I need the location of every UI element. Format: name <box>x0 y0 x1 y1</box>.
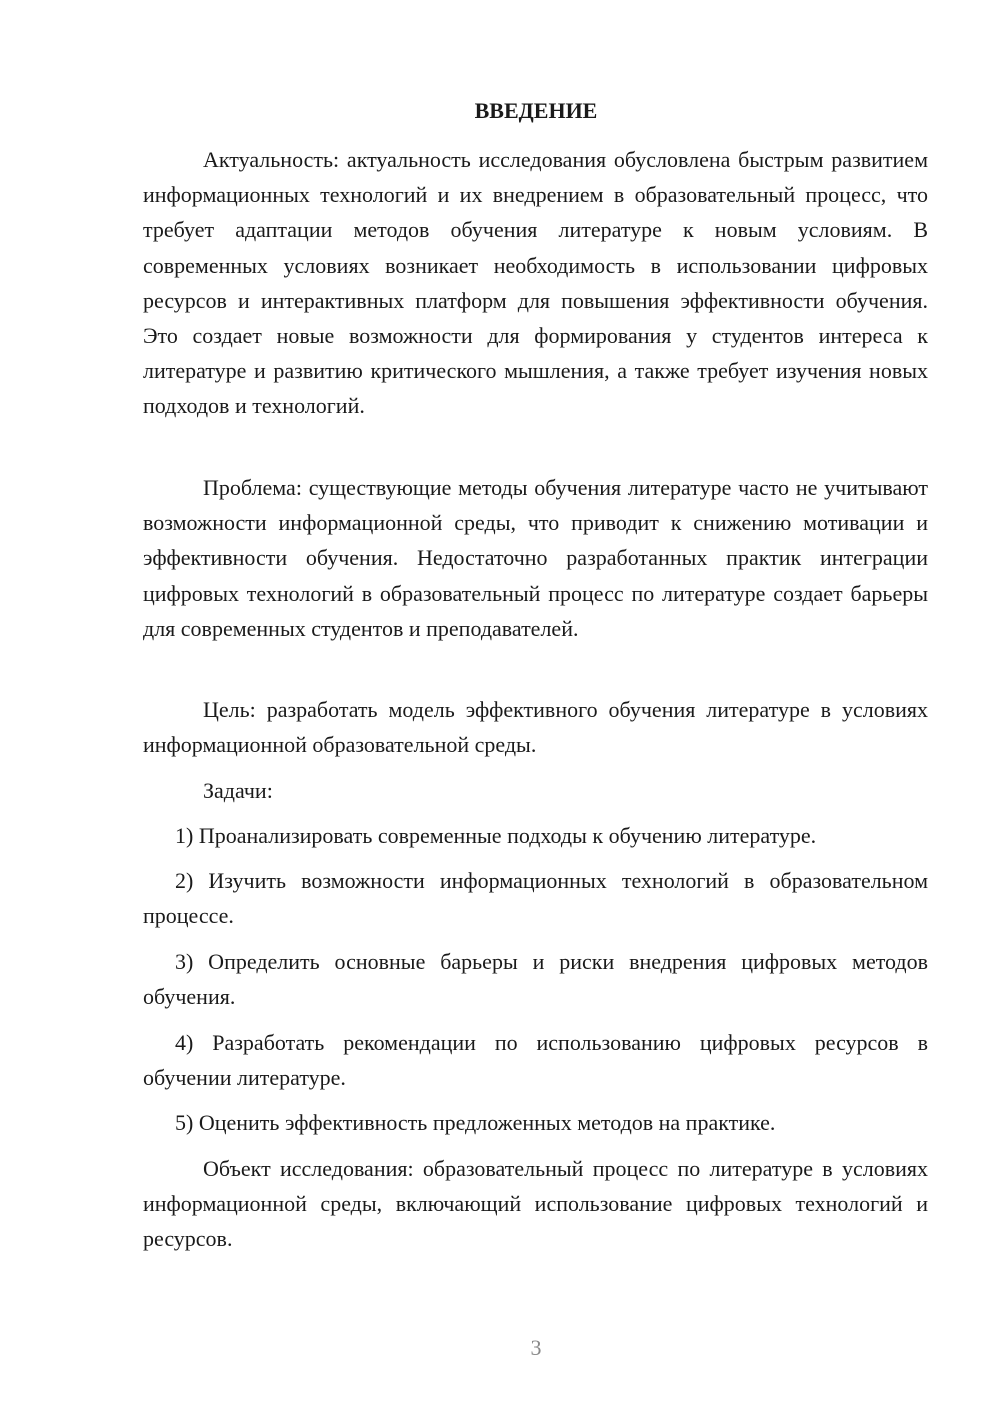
task-item-5: 5) Оценить эффективность предложенных методов на практике. <box>175 1110 776 1135</box>
relevance-paragraph: Актуальность: актуальность исследования обусловлена быстрым развитием информационных технологий и их внедрением в образовательный процесс, что требует адаптации методов обучения литературе к новым условиям. В современных условиях возникает необходимость в использовании цифровых ресурсов и интерактивных платформ для повышения эффективности обучения. Это создает новые возможности для формирования у студентов интереса к литературе и развитию критического мышления, а также требует изучения новых подходов и технологий. <box>143 147 928 419</box>
task-item-4: 4) Разработать рекомендации по использованию цифровых ресурсов в обучении литературе. <box>143 1030 928 1091</box>
task-item-1: 1) Проанализировать современные подходы к обучению литературе. <box>175 823 817 848</box>
page-number: 3 <box>530 1335 542 1360</box>
goal-paragraph: Цель: разработать модель эффективного обучения литературе в условиях информационной образовательной среды. <box>143 697 928 758</box>
task-item-3: 3) Определить основные барьеры и риски внедрения цифровых методов обучения. <box>143 949 928 1010</box>
tasks-heading: Задачи: <box>203 778 273 803</box>
problem-paragraph: Проблема: существующие методы обучения литературе часто не учитывают возможности информационной среды, что приводит к снижению мотивации и эффективности обучения. Недостаточно разработанных практик интеграции цифровых технологий в образовательный процесс по литературе создает барьеры для современных студентов и преподавателей. <box>143 475 928 641</box>
task-item-2: 2) Изучить возможности информационных технологий в образовательном процессе. <box>143 868 928 929</box>
section-title: ВВЕДЕНИЕ <box>474 98 598 123</box>
object-paragraph: Объект исследования: образовательный процесс по литературе в условиях информационной среды, включающий использование цифровых технологий и ресурсов. <box>143 1156 928 1252</box>
